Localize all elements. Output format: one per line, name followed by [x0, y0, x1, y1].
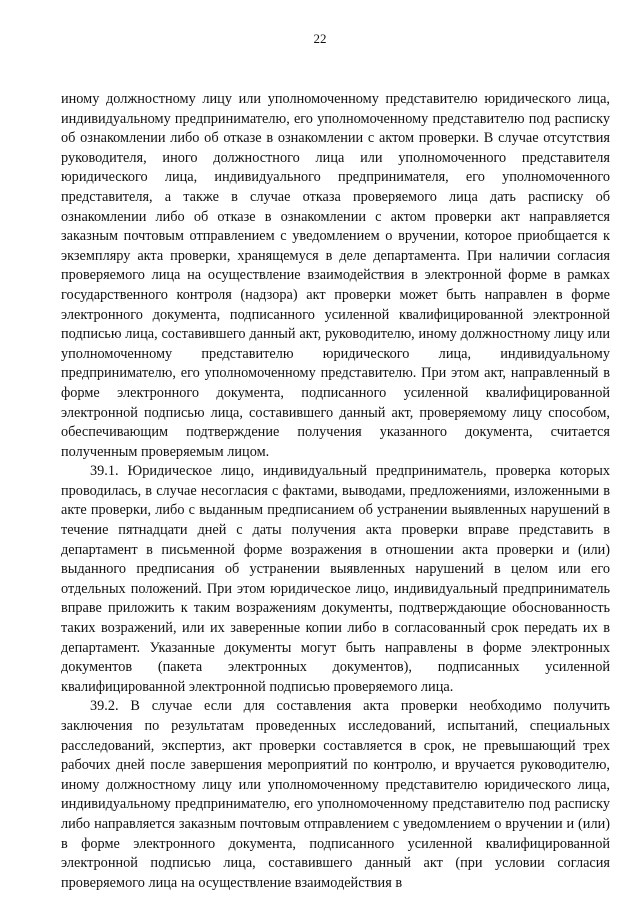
document-body: [61, 90, 610, 893]
paragraph-continuation: иному должностному лицу или уполномоченному представителю юридического лица, индивидуальному предпринимателю, его уполномоченному представителю под расписку об ознакомлении либо об отказе в ознакомлении с актом проверки. В случае отсутствия руководителя, иного должностного лица или уполномоченного представителя юридического лица, индивидуального предпринимателя, его уполномоченного представителя, а также в случае отказа проверяемого лица дать расписку об ознакомлении либо об отказе в ознакомлении с актом проверки акт направляется заказным почтовым отправлением с уведомлением о вручении, которое приобщается к экземпляру акта проверки, хранящемуся в деле департамента. При наличии согласия проверяемого лица на осуществление взаимодействия в электронной форме в рамках государственного контроля (надзора) акт проверки может быть направлен в форме электронного документа, подписанного усиленной квалифицированной электронной подписью лица, составившего данный акт, руководителю, иному должностному лицу или уполномоченному представителю юридического лица, индивидуальному предпринимателю, его уполномоченному представителю. При этом акт, направленный в форме электронного документа, подписанного усиленной квалифицированной электронной подписью лица, составившего данный акт, проверяемому лицу способом, обеспечивающим подтверждение получения указанного документа, считается полученным проверяемым лицом.: [61, 91, 610, 460]
paragraph-39-2: 39.2. В случае если для составления акта проверки необходимо получить заключения по результатам проведенных исследований, испытаний, специальных расследований, экспертиз, акт проверки составляется в срок, не превышающий трех рабочих дней после завершения мероприятий по контролю, и вручается руководителю, иному должностному лицу или уполномоченному представителю юридического лица, индивидуальному предпринимателю, его уполномоченному представителю под расписку либо направляется заказным почтовым отправлением с уведомлением о вручении и (или) в форме электронного документа, подписанного усиленной квалифицированной электронной подписью лица, составившего данный акт (при условии согласия проверяемого лица на осуществление взаимодействия в: [61, 698, 610, 891]
paragraph-39-1: 39.1. Юридическое лицо, индивидуальный предприниматель, проверка которых проводилась, в случае несогласия с фактами, выводами, предложениями, изложенными в акте проверки, либо с выданным предписанием об устранении выявленных нарушений в течение пятнадцати дней с даты получения акта проверки вправе представить в департамент в письменной форме возражения в отношении акта проверки и (или) выданного предписания об устранении выявленных нарушений в целом или его отдельных положений. При этом юридическое лицо, индивидуальный предприниматель вправе приложить к таким возражениям документы, подтверждающие обоснованность таких возражений, или их заверенные копии либо в согласованный срок передать их в департамент. Указанные документы могут быть направлены в форме электронных документов (пакета электронных документов), подписанных усиленной квалифицированной электронной подписью проверяемого лица.: [61, 463, 610, 695]
page-number: 22: [313, 31, 327, 46]
